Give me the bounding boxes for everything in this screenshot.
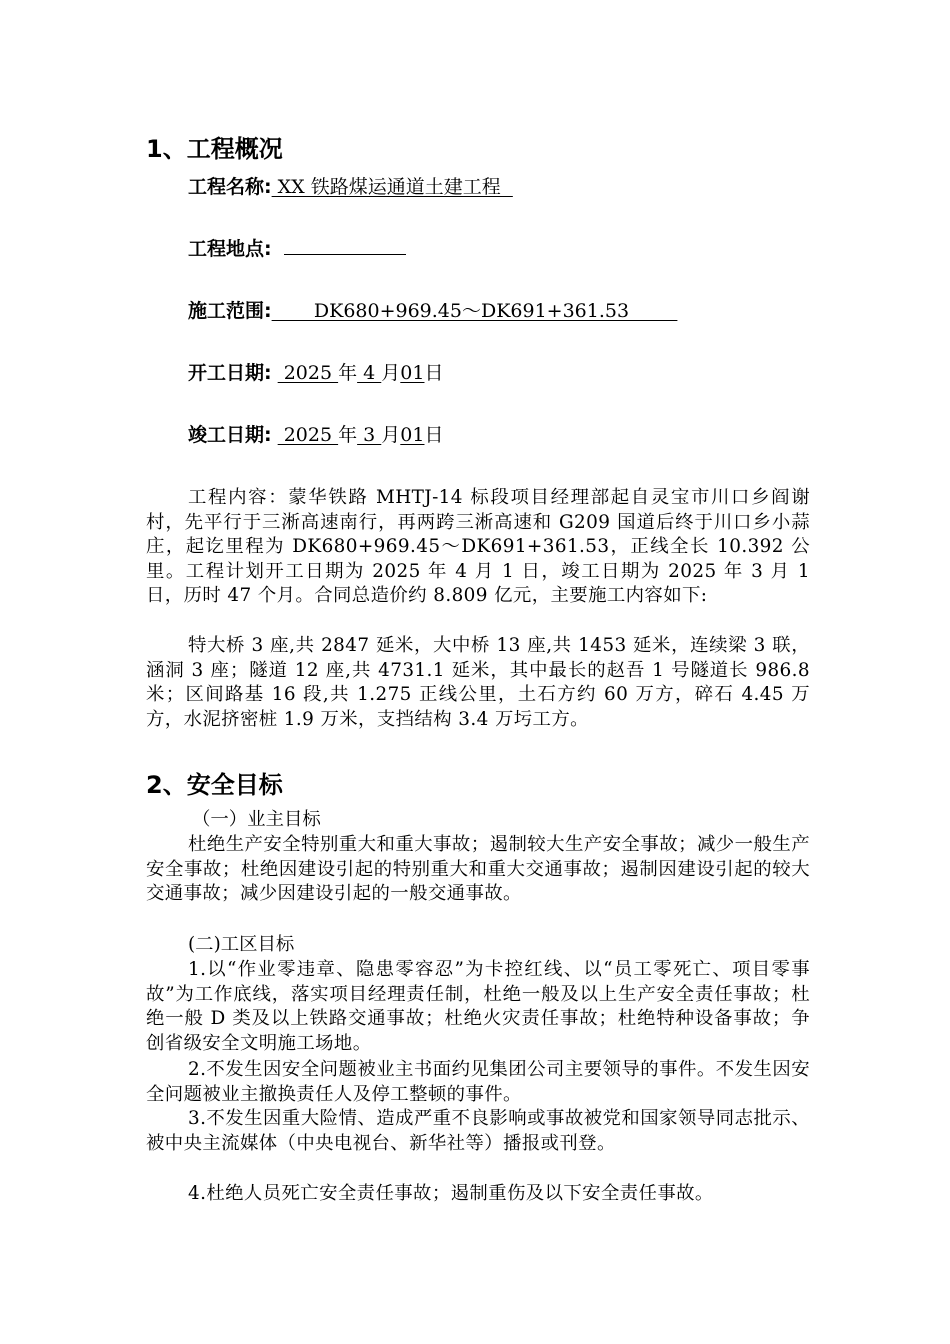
start-month: 4	[357, 362, 382, 384]
section-2-heading: 2、安全目标	[146, 771, 283, 799]
start-day-unit: 日	[424, 362, 444, 384]
work-area-goals-subheading: (二)工区目标	[188, 934, 295, 955]
section-1-heading: 1、工程概况	[146, 135, 283, 163]
project-location-field	[188, 236, 406, 262]
goal-item-2: 2.不发生因安全问题被业主书面约见集团公司主要领导的事件。不发生因安全问题被业主撤换责任人及停工整顿的事件。	[146, 1059, 810, 1105]
goal-item-4: 4.杜绝人员死亡安全责任事故；遏制重伤及以下安全责任事故。	[188, 1183, 714, 1204]
construction-scope-field	[188, 298, 677, 324]
start-date-field	[188, 360, 444, 386]
end-month-unit: 月	[381, 424, 401, 446]
start-year: 2025	[277, 362, 339, 384]
end-day-unit: 日	[424, 424, 444, 446]
end-date-field	[188, 422, 444, 448]
end-year-unit: 年	[338, 424, 358, 446]
owner-goals-subheading: （一）业主目标	[192, 809, 321, 830]
project-name-label: 工程名称:	[188, 176, 272, 198]
end-year: 2025	[277, 424, 339, 446]
project-name-value: XX 铁路煤运通道土建工程	[271, 176, 513, 198]
end-date-label: 竣工日期:	[188, 424, 272, 446]
project-location-blank	[284, 236, 406, 255]
project-location-label: 工程地点:	[188, 238, 272, 260]
goal-item-3: 3.不发生因重大险情、造成严重不良影响或事故被党和国家领导同志批示、被中央主流媒体（中央电视台、新华社等）播报或刊登。	[146, 1108, 810, 1154]
start-year-unit: 年	[338, 362, 358, 384]
main-works-paragraph: 特大桥 3 座,共 2847 延米，大中桥 13 座,共 1453 延米，连续梁 3 联，涵洞 3 座；隧道 12 座,共 4731.1 延米，其中最长的赵吾 1 号隧道长 986.8 米；区间路基 16 段,共 1.275 正线公里，土石方约 60 万方，碎石 4.45 万方，水泥挤密桩 1.9 万米，支挡结构 3.4 万圬工方。	[146, 635, 810, 730]
end-day: 01	[400, 424, 425, 446]
project-name-field	[188, 174, 513, 200]
project-content-paragraph: 工程内容：蒙华铁路 MHTJ-14 标段项目经理部起自灵宝市川口乡阎谢村，先平行于三淅高速南行，再两跨三淅高速和 G209 国道后终于川口乡小蒜庄，起讫里程为 DK680+969.45～DK691+361.53，正线全长 10.392 公里。工程计划开工日期为 2025 年 4 月 1 日，竣工日期为 2025 年 3 月 1 日，历时 47 个月。合同总造价约 8.809 亿元，主要施工内容如下:	[146, 487, 810, 606]
start-day: 01	[400, 362, 425, 384]
owner-goals-paragraph: 杜绝生产安全特别重大和重大事故；遏制较大生产安全事故；减少一般生产安全事故；杜绝因建设引起的特别重大和重大交通事故；遏制因建设引起的较大交通事故；减少因建设引起的一般交通事故。	[146, 834, 810, 904]
start-month-unit: 月	[381, 362, 401, 384]
construction-scope-label: 施工范围:	[188, 300, 272, 322]
start-date-label: 开工日期:	[188, 362, 272, 384]
end-month: 3	[357, 424, 382, 446]
construction-scope-value: DK680+969.45～DK691+361.53	[271, 300, 678, 322]
goal-item-1: 1.以“作业零违章、隐患零容忍”为卡控红线、以“员工零死亡、项目零事故”为工作底线，落实项目经理责任制，杜绝一般及以上生产安全责任事故；杜绝一般 D 类及以上铁路交通事故；杜绝火灾责任事故；杜绝特种设备事故；争创省级安全文明施工场地。	[146, 959, 810, 1054]
